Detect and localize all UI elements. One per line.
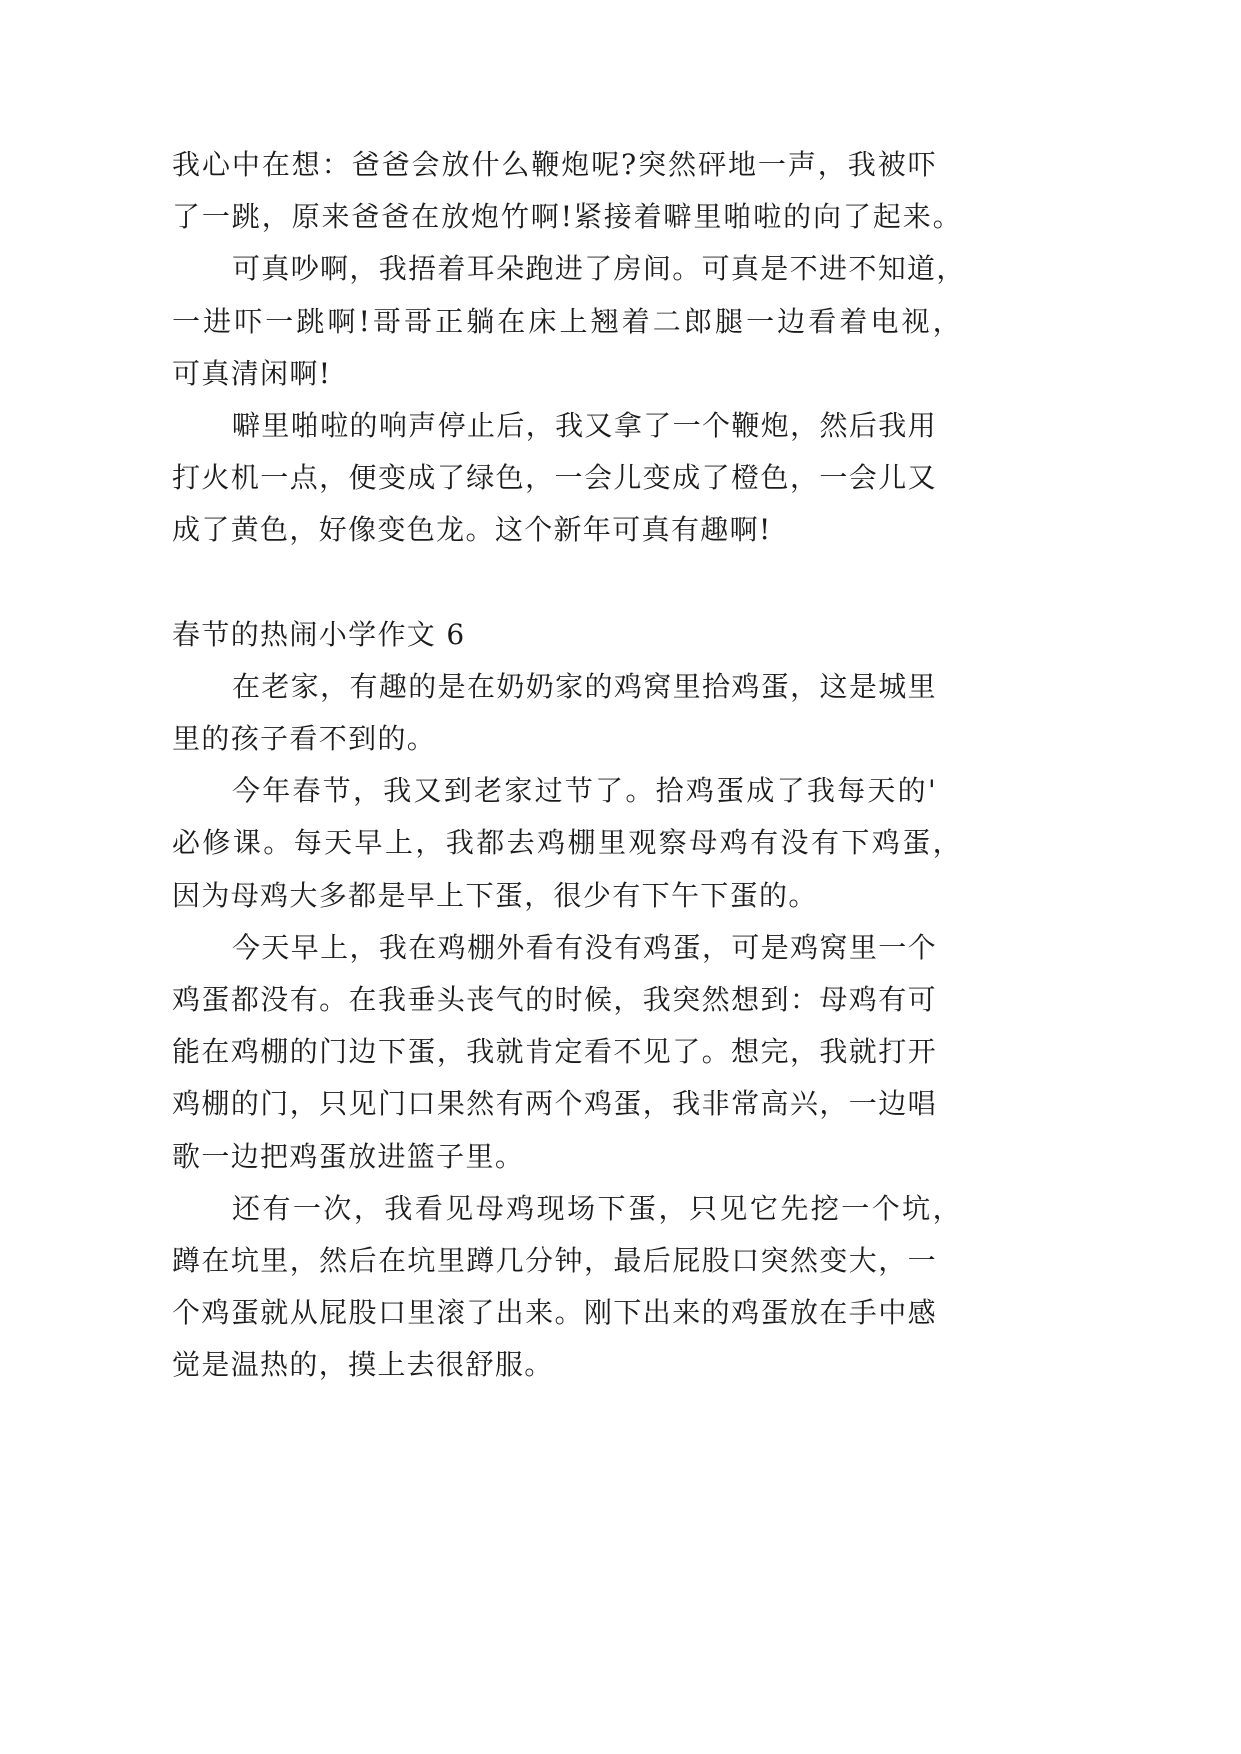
document-body [172, 139, 966, 1392]
text-line: 在老家，有趣的是在奶奶家的鸡窝里拾鸡蛋，这是城里 [232, 669, 937, 703]
text-line: 今天早上，我在鸡棚外看有没有鸡蛋，可是鸡窝里一个 [232, 930, 937, 964]
text-line: 鸡蛋都没有。在我垂头丧气的时候，我突然想到：母鸡有可 [172, 983, 937, 1016]
essay-title: 春节的热闹小学作文 6 [172, 617, 466, 651]
paragraph [172, 922, 962, 1183]
text-line: 打火机一点，便变成了绿色，一会儿变成了橙色，一会儿又 [172, 461, 937, 495]
text-line: 觉是温热的，摸上去很舒服。 [172, 1348, 554, 1382]
paragraph [172, 243, 966, 400]
paragraph [172, 765, 962, 922]
paragraph [172, 400, 962, 557]
text-line: 鸡棚的门，只见门口果然有两个鸡蛋，我非常高兴，一边唱 [172, 1087, 937, 1121]
text-line: 噼里啪啦的响声停止后，我又拿了一个鞭炮，然后我用 [232, 408, 937, 442]
text-line: 蹲在坑里，然后在坑里蹲几分钟，最后屁股口突然变大，一 [172, 1243, 937, 1277]
text-line: 一进吓一跳啊!哥哥正躺在床上翘着二郎腿一边看着电视， [172, 304, 962, 338]
paragraph [172, 139, 962, 243]
text-line: 因为母鸡大多都是早上下蛋，很少有下午下蛋的。 [172, 878, 818, 912]
text-line: 今年春节，我又到老家过节了。拾鸡蛋成了我每天的' [232, 774, 937, 808]
text-line: 成了黄色，好像变色龙。这个新年可真有趣啊! [172, 513, 772, 547]
text-line: 里的孩子看不到的。 [172, 722, 437, 756]
text-line: 能在鸡棚的门边下蛋，我就肯定看不见了。想完，我就打开 [172, 1035, 937, 1069]
text-line: 必修课。每天早上，我都去鸡棚里观察母鸡有没有下鸡蛋， [172, 826, 962, 860]
text-line: 可真清闲啊! [172, 356, 332, 390]
paragraph [172, 1183, 962, 1392]
paragraph [172, 661, 962, 765]
text-line: 可真吵啊，我捂着耳朵跑进了房间。可真是不进不知道， [232, 252, 966, 286]
text-line: 我心中在想：爸爸会放什么鞭炮呢?突然砰地一声，我被吓 [172, 148, 937, 181]
text-line: 还有一次，我看见母鸡现场下蛋，只见它先挖一个坑， [232, 1191, 962, 1225]
blank-line [172, 557, 962, 609]
text-line: 个鸡蛋就从屁股口里滚了出来。刚下出来的鸡蛋放在手中感 [172, 1296, 937, 1330]
text-line: 歌一边把鸡蛋放进篮子里。 [172, 1139, 525, 1173]
text-line: 了一跳，原来爸爸在放炮竹啊!紧接着噼里啪啦的向了起来。 [172, 200, 962, 234]
